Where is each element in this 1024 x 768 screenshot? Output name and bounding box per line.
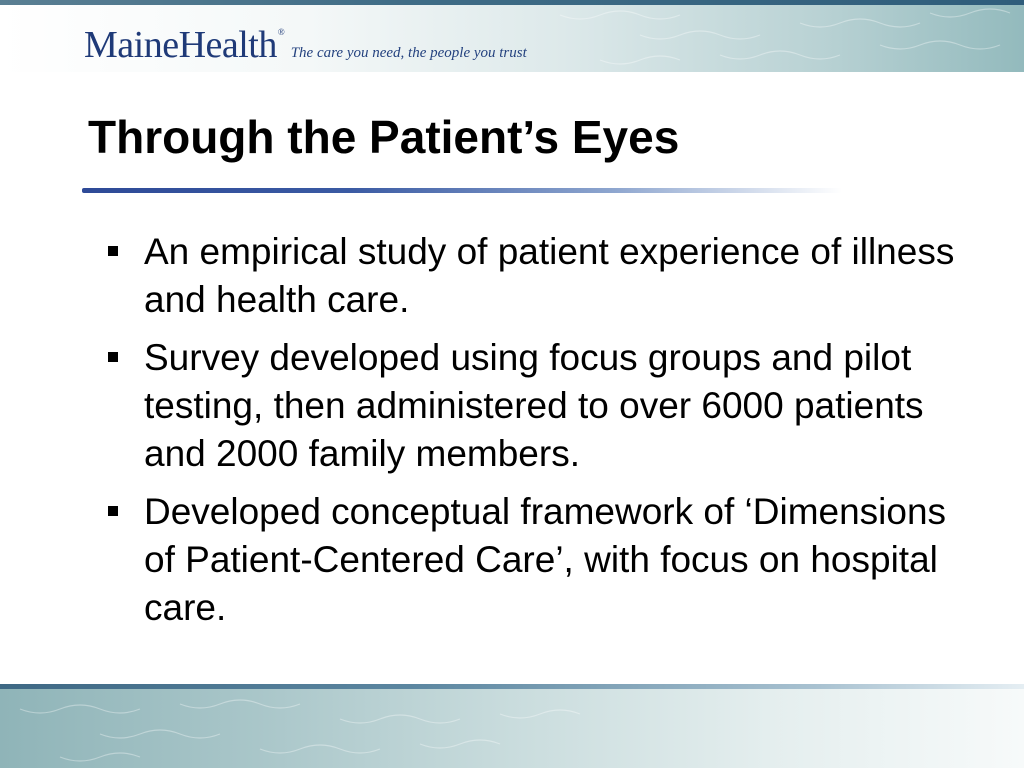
square-bullet-icon — [108, 485, 144, 535]
bullet-text: An empirical study of patient experience of illness and health care. — [144, 231, 955, 320]
title-underline — [82, 188, 842, 193]
bullet-item — [108, 334, 968, 478]
slide-title: Through the Patient’s Eyes — [88, 111, 680, 163]
square-bullet-icon — [108, 225, 144, 275]
header-band — [0, 0, 1024, 72]
mainehealth-logo — [84, 26, 527, 64]
footer-band — [0, 684, 1024, 768]
bullet-list — [108, 228, 968, 642]
logo-tagline: The care you need, the people you trust — [290, 45, 527, 61]
bullet-text: Developed conceptual framework of ‘Dimensions of Patient-Centered Care’, with focus on hospital care. — [144, 491, 947, 628]
bullet-item — [108, 488, 968, 632]
logo-registered-mark: ® — [277, 27, 285, 37]
logo-wordmark: MaineHealth — [84, 24, 277, 66]
square-bullet-icon — [108, 331, 144, 381]
footer-texture — [0, 689, 1024, 768]
bullet-text: Survey developed using focus groups and pilot testing, then administered to over 6000 patients and 2000 family members. — [144, 337, 924, 474]
bullet-item — [108, 228, 968, 324]
